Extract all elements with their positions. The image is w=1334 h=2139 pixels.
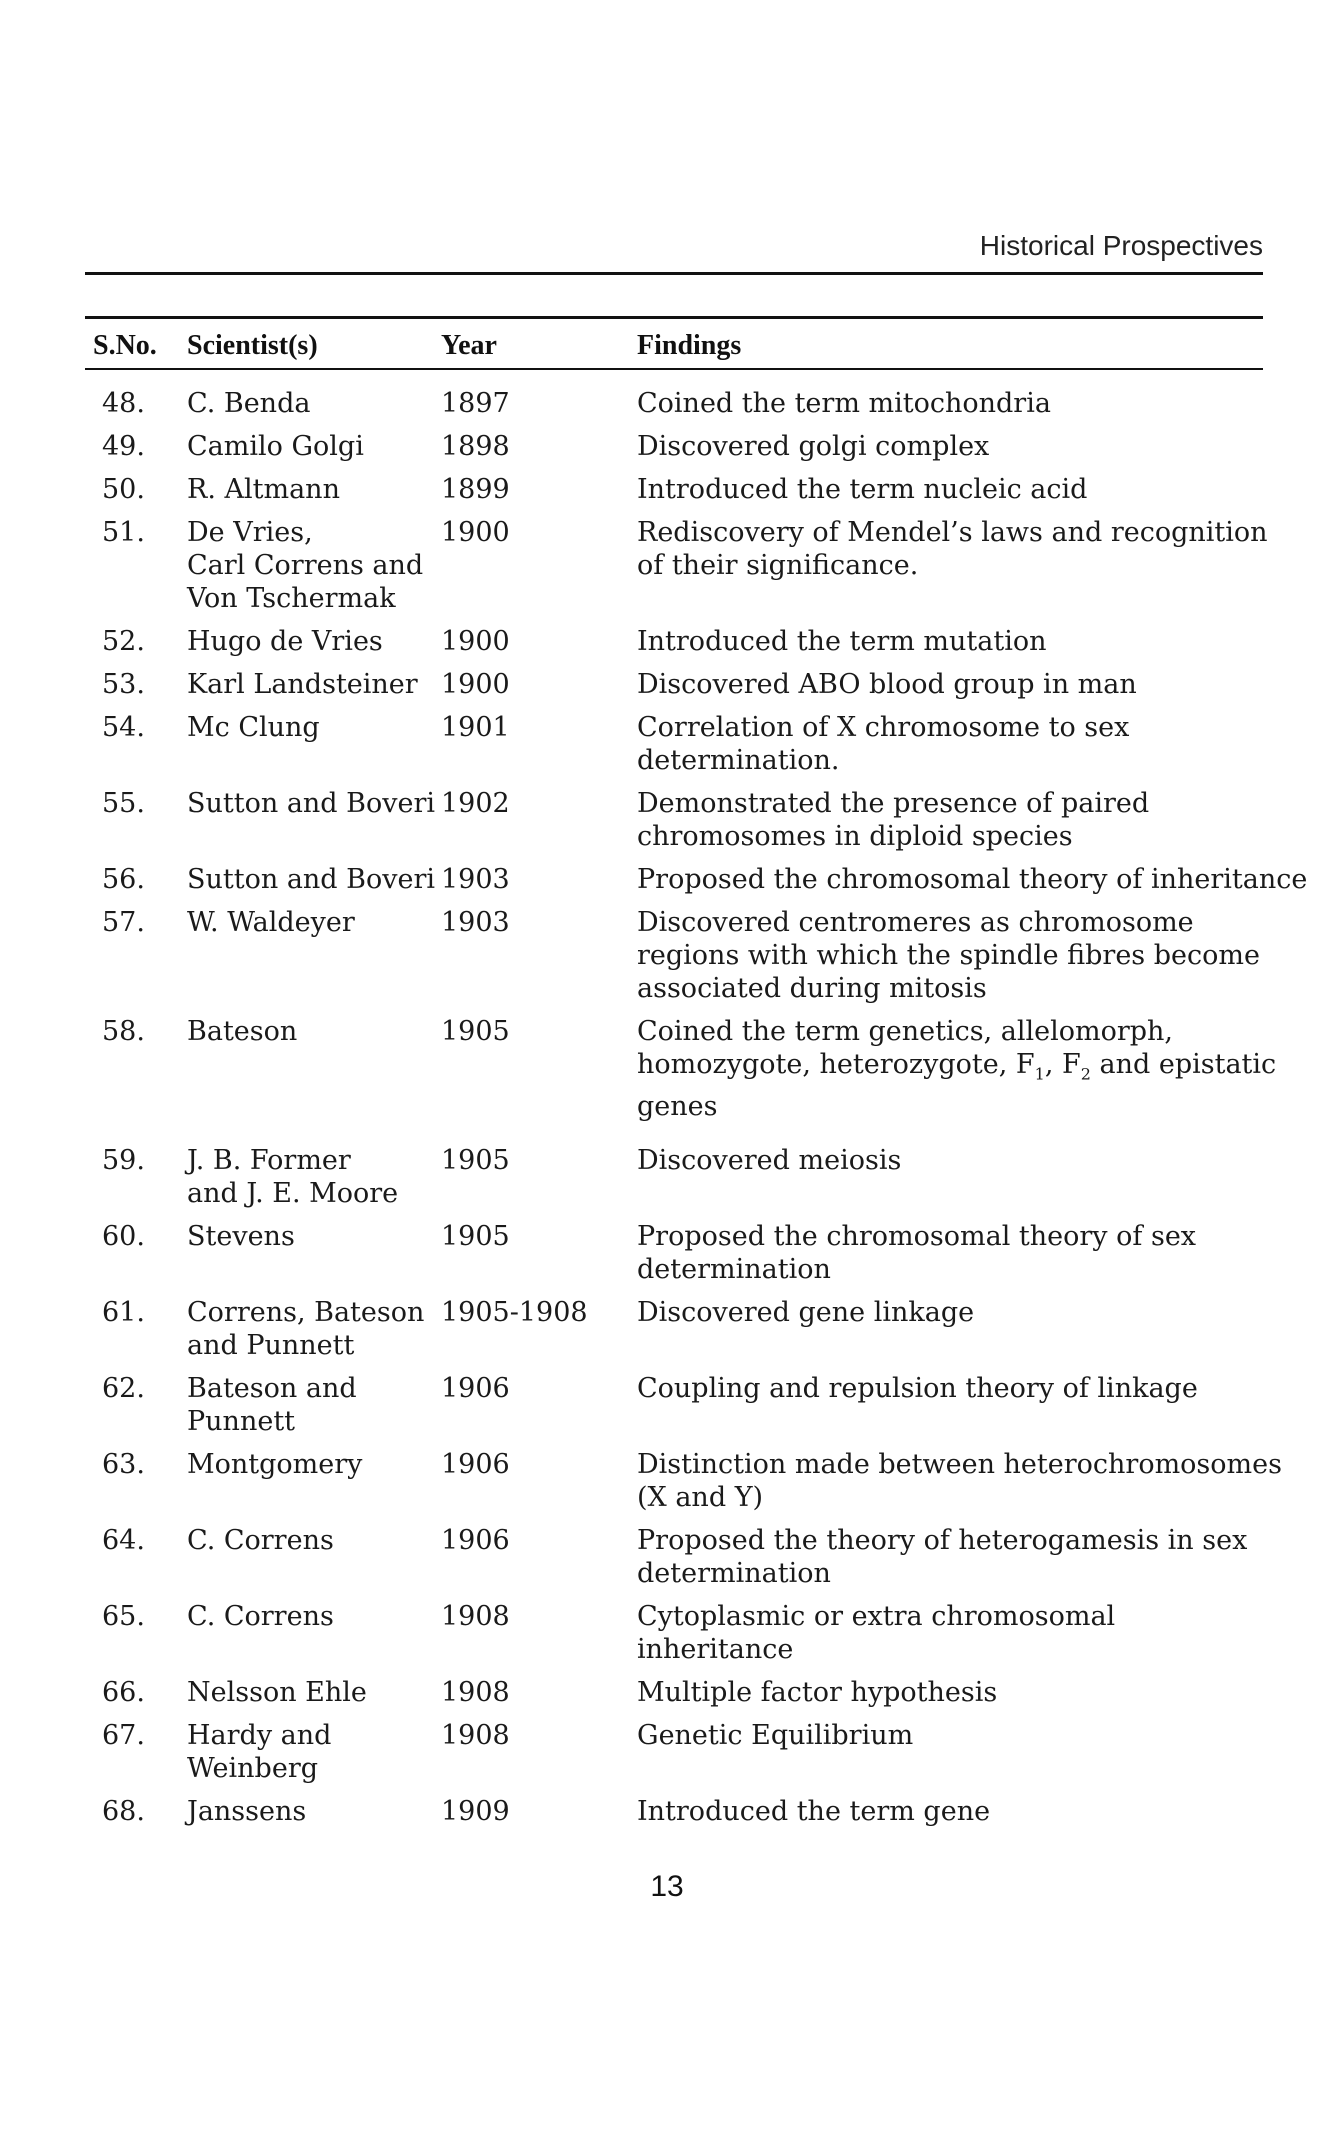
row-sno: 55. bbox=[102, 788, 145, 819]
scientist-line: C. Correns bbox=[187, 1525, 334, 1556]
row-sno: 65. bbox=[102, 1601, 145, 1632]
scientist-line: Montgomery bbox=[187, 1449, 363, 1480]
table-top-rule bbox=[85, 316, 1263, 319]
row-year: 1900 bbox=[441, 626, 510, 657]
row-scientist bbox=[187, 1676, 432, 1709]
row-scientist bbox=[187, 863, 436, 896]
row-scientist bbox=[187, 516, 432, 615]
findings-line: Distinction made between heterochromosomes bbox=[637, 1449, 1282, 1480]
row-scientist bbox=[187, 1372, 432, 1438]
row-year: 1908 bbox=[441, 1677, 510, 1708]
row-scientist bbox=[187, 1600, 432, 1633]
table-row bbox=[0, 473, 1334, 516]
row-year: 1906 bbox=[441, 1525, 510, 1556]
table-row bbox=[0, 1524, 1334, 1600]
row-year: 1908 bbox=[441, 1720, 510, 1751]
row-scientist bbox=[187, 787, 436, 820]
scientist-line: Von Tschermak bbox=[187, 583, 396, 614]
table-row bbox=[0, 387, 1334, 430]
row-scientist bbox=[187, 906, 432, 939]
findings-line: chromosomes in diploid species bbox=[637, 821, 1073, 852]
row-sno: 56. bbox=[102, 864, 145, 895]
scientist-line: Sutton and Boveri bbox=[187, 788, 436, 819]
scientist-line: Weinberg bbox=[187, 1753, 319, 1784]
row-sno: 49. bbox=[102, 431, 145, 462]
findings-line: Cytoplasmic or extra chromosomal bbox=[637, 1601, 1116, 1632]
row-sno: 66. bbox=[102, 1677, 145, 1708]
table-header-rule bbox=[85, 368, 1263, 370]
row-scientist bbox=[187, 1220, 432, 1253]
row-sno: 51. bbox=[102, 517, 145, 548]
findings-line: Coined the term genetics, allelomorph, bbox=[637, 1016, 1174, 1047]
row-findings bbox=[637, 387, 1263, 420]
table-row bbox=[0, 1719, 1334, 1795]
row-year: 1898 bbox=[441, 431, 510, 462]
row-scientist bbox=[187, 711, 432, 744]
row-sno: 60. bbox=[102, 1221, 145, 1252]
findings-line: Coupling and repulsion theory of linkage bbox=[637, 1373, 1198, 1404]
scientist-line: J. B. Former bbox=[187, 1145, 351, 1176]
row-findings bbox=[637, 1015, 1277, 1123]
findings-line: Discovered gene linkage bbox=[637, 1297, 975, 1328]
row-findings bbox=[637, 1296, 1263, 1329]
row-year: 1909 bbox=[441, 1796, 510, 1827]
row-findings bbox=[637, 1220, 1263, 1286]
row-findings bbox=[637, 1144, 1263, 1177]
findings-line: Discovered centromeres as chromosome bbox=[637, 907, 1194, 938]
scientist-line: Bateson bbox=[187, 1016, 298, 1047]
table-row bbox=[0, 906, 1334, 1015]
scientist-line: Mc Clung bbox=[187, 712, 320, 743]
scientist-line: Camilo Golgi bbox=[187, 431, 364, 462]
row-year: 1902 bbox=[441, 788, 510, 819]
column-header-findings: Findings bbox=[637, 330, 742, 361]
row-findings bbox=[637, 1524, 1263, 1590]
row-year: 1906 bbox=[441, 1449, 510, 1480]
table-row bbox=[0, 1372, 1334, 1448]
row-year: 1899 bbox=[441, 474, 510, 505]
row-sno: 57. bbox=[102, 907, 145, 938]
table-body bbox=[0, 387, 1334, 1838]
row-sno: 48. bbox=[102, 388, 145, 419]
scientist-line: W. Waldeyer bbox=[187, 907, 355, 938]
row-findings bbox=[637, 1719, 1263, 1752]
row-sno: 63. bbox=[102, 1449, 145, 1480]
row-findings bbox=[637, 906, 1263, 1005]
table-row bbox=[0, 430, 1334, 473]
row-year: 1906 bbox=[441, 1373, 510, 1404]
row-findings bbox=[637, 516, 1268, 582]
row-findings bbox=[637, 1676, 1263, 1709]
row-sno: 59. bbox=[102, 1145, 145, 1176]
row-year: 1905 bbox=[441, 1145, 510, 1176]
scientist-line: Sutton and Boveri bbox=[187, 864, 436, 895]
row-scientist bbox=[187, 1719, 432, 1785]
table-row bbox=[0, 1600, 1334, 1676]
row-scientist bbox=[187, 387, 432, 420]
scientist-line: C. Correns bbox=[187, 1601, 334, 1632]
row-sno: 58. bbox=[102, 1016, 145, 1047]
column-header-sno: S.No. bbox=[93, 330, 157, 361]
row-sno: 50. bbox=[102, 474, 145, 505]
column-header-scientist: Scientist(s) bbox=[187, 330, 318, 361]
findings-line: Discovered golgi complex bbox=[637, 431, 990, 462]
findings-line: homozygote, heterozygote, $F_1$, $F_2$ and epistatic bbox=[637, 1049, 1277, 1084]
row-scientist bbox=[187, 1795, 432, 1828]
row-year: 1897 bbox=[441, 388, 510, 419]
table-row bbox=[0, 863, 1334, 906]
scientist-line: R. Altmann bbox=[187, 474, 340, 505]
row-findings bbox=[637, 711, 1263, 777]
scientist-line: Janssens bbox=[187, 1796, 307, 1827]
column-header-year: Year bbox=[441, 330, 497, 361]
findings-line: determination bbox=[637, 1558, 831, 1589]
findings-line: Introduced the term nucleic acid bbox=[637, 474, 1088, 505]
table-row bbox=[0, 1448, 1334, 1524]
row-year: 1908 bbox=[441, 1601, 510, 1632]
findings-line: (X and Y) bbox=[637, 1482, 764, 1513]
findings-line: Introduced the term mutation bbox=[637, 626, 1047, 657]
row-findings bbox=[637, 1448, 1282, 1514]
row-year: 1905 bbox=[441, 1221, 510, 1252]
findings-line: Correlation of X chromosome to sex bbox=[637, 712, 1130, 743]
row-year: 1900 bbox=[441, 517, 510, 548]
findings-line: determination bbox=[637, 1254, 831, 1285]
header-rule bbox=[85, 272, 1263, 275]
row-scientist bbox=[187, 430, 432, 463]
findings-line: Proposed the chromosomal theory of sex bbox=[637, 1221, 1197, 1252]
table-row bbox=[0, 1144, 1334, 1220]
row-scientist bbox=[187, 1448, 432, 1481]
row-sno: 52. bbox=[102, 626, 145, 657]
scientist-line: Correns, Bateson bbox=[187, 1297, 425, 1328]
findings-line: Introduced the term gene bbox=[637, 1796, 991, 1827]
table-row bbox=[0, 787, 1334, 863]
table-row bbox=[0, 711, 1334, 787]
page-number: 13 bbox=[650, 1870, 684, 1903]
findings-line: of their significance. bbox=[637, 550, 919, 581]
findings-line: Genetic Equilibrium bbox=[637, 1720, 914, 1751]
findings-line: Proposed the theory of heterogamesis in sex bbox=[637, 1525, 1248, 1556]
findings-line: Coined the term mitochondria bbox=[637, 388, 1051, 419]
row-year: 1903 bbox=[441, 864, 510, 895]
table-row bbox=[0, 625, 1334, 668]
row-year: 1900 bbox=[441, 669, 510, 700]
row-findings bbox=[637, 625, 1263, 658]
table-row bbox=[0, 668, 1334, 711]
row-scientist bbox=[187, 473, 432, 506]
row-findings bbox=[637, 668, 1263, 701]
findings-line: Discovered ABO blood group in man bbox=[637, 669, 1137, 700]
scientist-line: and J. E. Moore bbox=[187, 1178, 399, 1209]
table-header-row bbox=[0, 326, 1334, 366]
scientist-line: Carl Correns and bbox=[187, 550, 424, 581]
findings-line: Multiple factor hypothesis bbox=[637, 1677, 998, 1708]
table-row bbox=[0, 1015, 1334, 1144]
row-scientist bbox=[187, 1296, 432, 1362]
row-scientist bbox=[187, 1524, 432, 1557]
row-sno: 61. bbox=[102, 1297, 145, 1328]
row-sno: 64. bbox=[102, 1525, 145, 1556]
row-scientist bbox=[187, 668, 432, 701]
scientist-line: Stevens bbox=[187, 1221, 295, 1252]
row-findings bbox=[637, 787, 1263, 853]
row-sno: 53. bbox=[102, 669, 145, 700]
findings-line: genes bbox=[637, 1091, 718, 1123]
table-row bbox=[0, 1220, 1334, 1296]
row-sno: 54. bbox=[102, 712, 145, 743]
scientist-line: Bateson and bbox=[187, 1373, 357, 1404]
scientist-line: Punnett bbox=[187, 1406, 296, 1437]
table-row bbox=[0, 1296, 1334, 1372]
row-findings bbox=[637, 1372, 1263, 1405]
row-scientist bbox=[187, 1015, 432, 1048]
findings-line: Discovered meiosis bbox=[637, 1145, 902, 1176]
scientist-line: C. Benda bbox=[187, 388, 311, 419]
table-row bbox=[0, 1795, 1334, 1838]
row-findings bbox=[637, 473, 1263, 506]
row-findings bbox=[637, 863, 1308, 896]
row-sno: 68. bbox=[102, 1796, 145, 1827]
findings-line: regions with which the spindle fibres become bbox=[637, 940, 1260, 971]
scientist-line: Karl Landsteiner bbox=[187, 669, 418, 700]
row-year: 1905 bbox=[441, 1016, 510, 1047]
findings-line: associated during mitosis bbox=[637, 973, 987, 1004]
scientist-line: De Vries, bbox=[187, 517, 313, 548]
scientist-line: Hardy and bbox=[187, 1720, 332, 1751]
row-year: 1905-1908 bbox=[441, 1297, 588, 1328]
findings-line: determination. bbox=[637, 745, 840, 776]
scientist-line: Nelsson Ehle bbox=[187, 1677, 367, 1708]
row-sno: 62. bbox=[102, 1373, 145, 1404]
running-header: Historical Prospectives bbox=[979, 230, 1263, 261]
findings-line: Demonstrated the presence of paired bbox=[637, 788, 1150, 819]
row-scientist bbox=[187, 625, 432, 658]
row-sno: 67. bbox=[102, 1720, 145, 1751]
row-findings bbox=[637, 1795, 1263, 1828]
findings-line: Proposed the chromosomal theory of inheritance bbox=[637, 864, 1308, 895]
findings-line: inheritance bbox=[637, 1634, 794, 1665]
scientist-line: Hugo de Vries bbox=[187, 626, 383, 657]
table-row bbox=[0, 516, 1334, 625]
row-year: 1903 bbox=[441, 907, 510, 938]
row-year: 1901 bbox=[441, 712, 510, 743]
row-findings bbox=[637, 430, 1263, 463]
table-row bbox=[0, 1676, 1334, 1719]
row-scientist bbox=[187, 1144, 432, 1210]
findings-line: Rediscovery of Mendel’s laws and recognition bbox=[637, 517, 1268, 548]
scientist-line: and Punnett bbox=[187, 1330, 355, 1361]
row-findings bbox=[637, 1600, 1263, 1666]
